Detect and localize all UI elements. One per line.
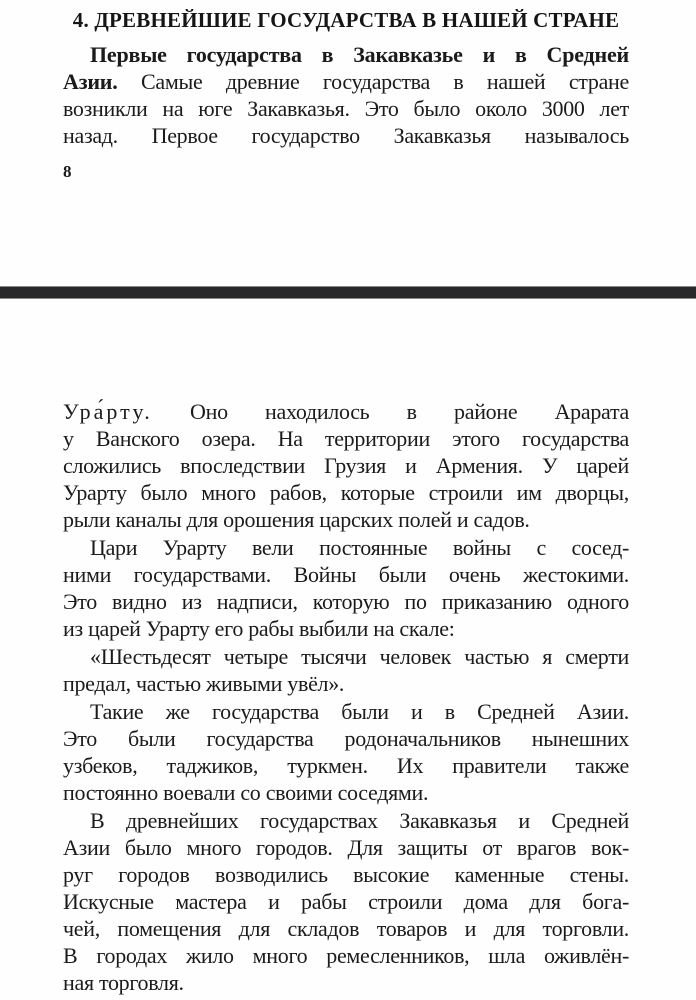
text-line: Ура́рту. Оно находилось в районе Арарата — [63, 399, 629, 424]
text-line: из царей Урарту его рабы выбили на скале: — [63, 616, 455, 641]
text-line: Такие же государства были и в Средней Азии. — [90, 699, 629, 724]
text-line: у Ванского озера. На территории этого государства — [63, 426, 629, 451]
paragraph-heading: Азии. — [63, 69, 118, 94]
text-line: «Шестьдесят четыре тысячи человек частью я смерти — [90, 644, 629, 669]
text-line: Урарту было много рабов, которые строили им дворцы, — [63, 480, 629, 505]
section-title: 4. ДРЕВНЕЙШИЕ ГОСУДАРСТВА В НАШЕЙ СТРАНЕ — [72, 8, 620, 32]
text-line: Азии было много городов. Для защиты от врагов вок- — [63, 835, 629, 860]
text-line: возникли на юге Закавказья. Это было около 3000 лет — [63, 96, 629, 121]
text-line: ними государствами. Войны были очень жестокими. — [63, 562, 629, 587]
emphasized-term: Ура́рту. — [63, 399, 153, 424]
text-line: назад. Первое государство Закавказья называлось — [63, 123, 629, 148]
text-line: постоянно воевали со своими соседями. — [63, 780, 429, 805]
text-line: В городах жило много ремесленников, шла оживлён- — [63, 943, 629, 968]
text-line: руг городов возводились высокие каменные стены. — [63, 862, 629, 887]
text-line: Искусные мастера и рабы строили дома для бога- — [63, 889, 629, 914]
text-line: В древнейших государствах Закавказья и Средней — [90, 808, 629, 833]
page-divider — [0, 286, 696, 299]
text-line: узбеков, таджиков, туркмен. Их правители также — [63, 753, 629, 778]
text-line: предал, частью живыми увёл». — [63, 671, 345, 696]
text-line: сложились впоследствии Грузия и Армения. У царей — [63, 453, 629, 478]
text-line: Это были государства родоначальников нынешних — [63, 726, 629, 751]
page-number: 8 — [63, 162, 72, 181]
text-line: рыли каналы для орошения царских полей и садов. — [63, 507, 530, 532]
text-line: ная торговля. — [63, 970, 184, 995]
text-line: Цари Урарту вели постоянные войны с сосед- — [90, 535, 629, 560]
page-bottom — [63, 300, 629, 1000]
text-line — [63, 41, 629, 68]
paragraph-heading: Первые государства в Закавказье и в Средней — [90, 42, 629, 67]
text-line: Азии. Самые древние государства в нашей стране — [63, 69, 629, 94]
text-line: Это видно из надписи, которую по приказанию одного — [63, 589, 629, 614]
page-top — [63, 0, 629, 286]
text-line: чей, помещения для складов товаров и для торговли. — [63, 916, 629, 941]
